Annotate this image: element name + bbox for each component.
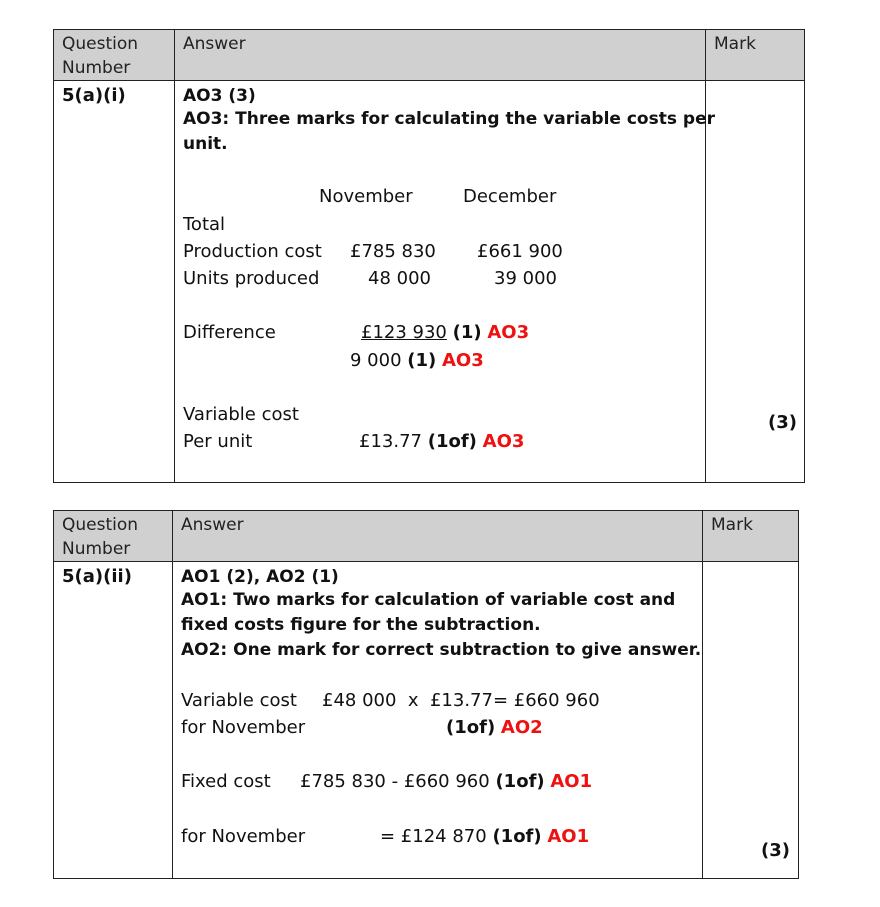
fixed-cost-result-ao: AO1 <box>547 826 590 847</box>
units-produced-december: 39 000 <box>494 268 557 289</box>
column-divider <box>705 30 706 482</box>
header-question: Question <box>62 515 139 535</box>
fixed-cost-ao: AO1 <box>550 771 593 792</box>
row-label-difference: Difference <box>183 322 276 343</box>
row-label-production-cost: Production cost <box>183 241 322 262</box>
mark-description-line: unit. <box>183 134 228 154</box>
units-produced-november: 48 000 <box>368 268 431 289</box>
variable-cost-mark: (1of) <box>446 717 496 738</box>
column-divider <box>174 30 175 482</box>
column-divider <box>702 511 703 878</box>
fixed-cost-result-value: = £124 870 <box>380 826 487 847</box>
mark-scheme-table-5ai <box>53 29 805 483</box>
row-label-per-unit: Per unit <box>183 431 253 452</box>
column-december: December <box>463 186 557 207</box>
total-mark: (3) <box>768 412 797 433</box>
column-november: November <box>319 186 413 207</box>
row-label-fixed-cost: Fixed cost <box>181 771 271 792</box>
row-label-units-produced: Units produced <box>183 268 320 289</box>
header-question: Question <box>62 34 139 54</box>
question-number: 5(a)(i) <box>62 85 126 106</box>
difference-cost-ao: AO3 <box>487 322 530 343</box>
variable-cost-ao: AO2 <box>500 717 543 738</box>
variable-cost-value: £13.77 <box>359 431 422 452</box>
mark-description-line: fixed costs figure for the subtraction. <box>181 615 541 635</box>
mark-description-line: AO1: Two marks for calculation of variable cost and <box>181 590 676 610</box>
mark-description-line: AO2: One mark for correct subtraction to give answer. <box>181 640 702 660</box>
row-label-total: Total <box>183 214 226 235</box>
header-number: Number <box>62 539 131 559</box>
variable-cost-mark: (1of) <box>427 431 477 452</box>
mark-scheme-table-5aii <box>53 510 799 879</box>
fixed-cost-result-mark: (1of) <box>492 826 542 847</box>
difference-cost-mark: (1) <box>452 322 482 343</box>
production-cost-november: £785 830 <box>350 241 436 262</box>
fixed-cost-line <box>300 770 592 794</box>
difference-units-value: 9 000 <box>350 350 402 371</box>
total-mark: (3) <box>761 840 790 861</box>
column-divider <box>172 511 173 878</box>
variable-cost-ao: AO3 <box>482 431 525 452</box>
difference-cost-value: £123 930 <box>361 322 447 343</box>
ao-allocation: AO1 (2), AO2 (1) <box>181 567 339 587</box>
production-cost-december: £661 900 <box>477 241 563 262</box>
ao-allocation: AO3 (3) <box>183 86 256 106</box>
row-label-for-november: for November <box>181 717 306 738</box>
header-answer: Answer <box>181 515 244 535</box>
variable-cost-mark-line <box>446 716 543 740</box>
table-header-row <box>54 511 798 562</box>
header-mark: Mark <box>714 34 756 54</box>
fixed-cost-result-line <box>380 825 589 849</box>
row-label-variable-cost: Variable cost <box>181 690 297 711</box>
header-answer: Answer <box>183 34 246 54</box>
difference-units-line <box>350 349 484 373</box>
mark-description-line: AO3: Three marks for calculating the variable costs per <box>183 109 715 129</box>
row-label-variable-cost: Variable cost <box>183 404 299 425</box>
fixed-cost-mark: (1of) <box>495 771 545 792</box>
fixed-cost-calc: £785 830 - £660 960 <box>300 771 490 792</box>
variable-cost-line <box>359 430 524 454</box>
table-header-row <box>54 30 804 81</box>
header-number: Number <box>62 58 131 78</box>
variable-cost-calc: £48 000 x £13.77= £660 960 <box>322 690 600 711</box>
difference-units-ao: AO3 <box>441 350 484 371</box>
row-label-for-november: for November <box>181 826 306 847</box>
difference-cost-line <box>361 321 529 345</box>
header-mark: Mark <box>711 515 753 535</box>
difference-units-mark: (1) <box>407 350 437 371</box>
question-number: 5(a)(ii) <box>62 566 132 587</box>
